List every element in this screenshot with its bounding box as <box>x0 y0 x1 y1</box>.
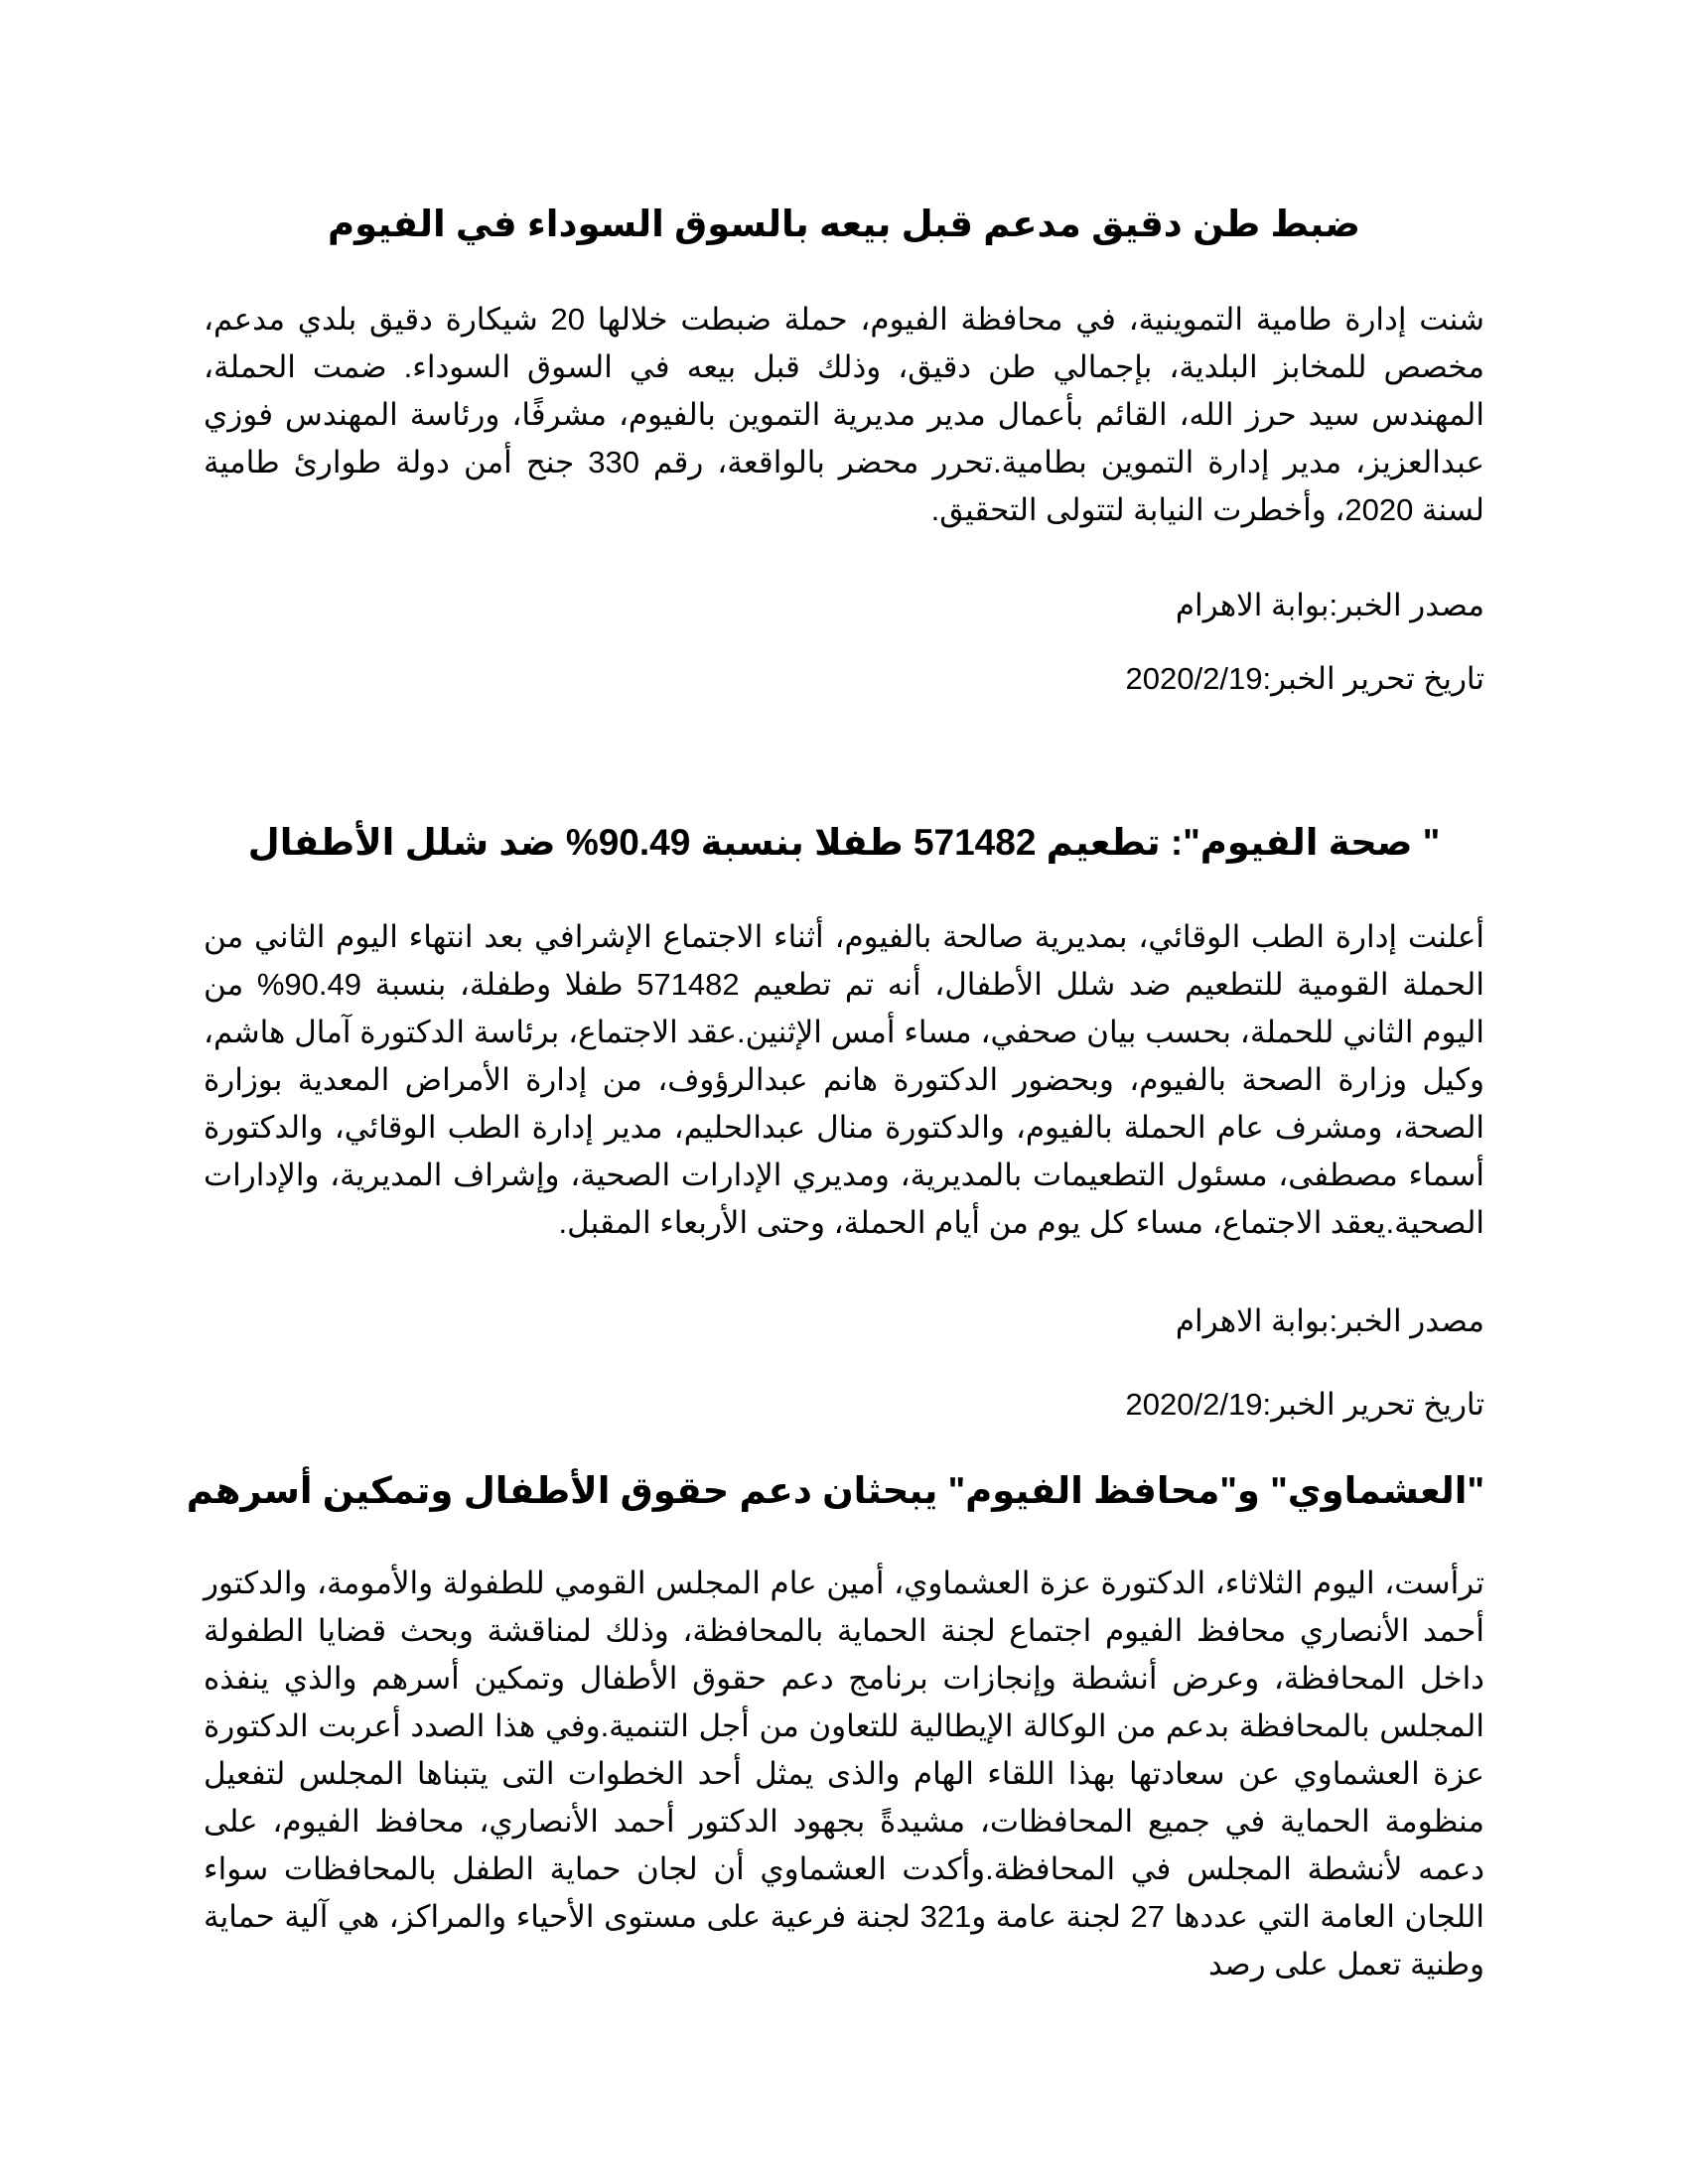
article-2-source: مصدر الخبر:بوابة الاهرام <box>1175 1303 1484 1338</box>
article-2-date: تاريخ تحرير الخبر:2020/2/19 <box>1125 1387 1484 1422</box>
article-1-source: مصدر الخبر:بوابة الاهرام <box>1175 588 1484 622</box>
article-1-title: ضبط طن دقيق مدعم قبل بيعه بالسوق السوداء في الفيوم <box>328 204 1360 244</box>
article-1-body: شنت إدارة طامية التموينية، في محافظة الفيوم، حملة ضبطت خلالها 20 شيكارة دقيق بلدي مدعم، مخصص للمخابز البلدية، بإجمالي طن دقيق، وذلك قبل بيعه في السوق السوداء. ضمت الحملة، المهندس سيد حرز الله، القائم بأعمال مدير مديرية التموين بالفيوم، مشرفًا، ورئاسة المهندس فوزي عبدالعزيز، مدير إدارة التموين بطامية.تحرر محضر بالواقعة، رقم 330 جنح أمن دولة طوارئ طامية لسنة 2020، وأخطرت النيابة لتتولى التحقيق. <box>204 302 1484 527</box>
article-2-title: " صحة الفيوم": تطعيم 571482 طفلا بنسبة 90.49% ضد شلل الأطفال <box>247 822 1441 863</box>
document-page <box>186 0 1484 2184</box>
article-3-title: "العشماوي" و"محافظ الفيوم" يبحثان دعم حقوق الأطفال وتمكين أسرهم <box>186 1470 1484 1511</box>
article-1-date: تاريخ تحرير الخبر:2020/2/19 <box>1125 661 1484 696</box>
article-2-body: أعلنت إدارة الطب الوقائي، بمديرية صالحة بالفيوم، أثناء الاجتماع الإشرافي بعد انتهاء اليوم الثاني من الحملة القومية للتطعيم ضد شلل الأطفال، أنه تم تطعيم 571482 طفلا وطفلة، بنسبة 90.49% من اليوم الثاني للحملة، بحسب بيان صحفي، مساء أمس الإثنين.عقد الاجتماع، برئاسة الدكتورة آمال هاشم، وكيل وزارة الصحة بالفيوم، وبحضور الدكتورة هانم عبدالرؤوف، من إدارة الأمراض المعدية بوزارة الصحة، ومشرف عام الحملة بالفيوم، والدكتورة منال عبدالحليم، مدير إدارة الطب الوقائي، والدكتورة أسماء مصطفى، مسئول التطعيمات بالمديرية، ومديري الإدارات الصحية، وإشراف المديرية، والإدارات الصحية.يعقد الاجتماع، مساء كل يوم من أيام الحملة، وحتى الأربعاء المقبل. <box>204 919 1484 1240</box>
article-3-body: ترأست، اليوم الثلاثاء، الدكتورة عزة العشماوي، أمين عام المجلس القومي للطفولة والأمومة، والدكتور أحمد الأنصاري محافظ الفيوم اجتماع لجنة الحماية بالمحافظة، وذلك لمناقشة وبحث قضايا الطفولة داخل المحافظة، وعرض أنشطة وإنجازات برنامج دعم حقوق الأطفال وتمكين أسرهم والذي ينفذه المجلس بالمحافظة بدعم من الوكالة الإيطالية للتعاون من أجل التنمية.وفي هذا الصدد أعربت الدكتورة عزة العشماوي عن سعادتها بهذا اللقاء الهام والذى يمثل أحد الخطوات التى يتبناها المجلس لتفعيل منظومة الحماية في جميع المحافظات، مشيدةً بجهود الدكتور أحمد الأنصاري، محافظ الفيوم، على دعمه لأنشطة المجلس في المحافظة.وأكدت العشماوي أن لجان حماية الطفل بالمحافظات سواء اللجان العامة التي عددها 27 لجنة عامة و321 لجنة فرعية على مستوى الأحياء والمراكز، هي آلية حماية وطنية تعمل على رصد <box>204 1566 1484 1981</box>
